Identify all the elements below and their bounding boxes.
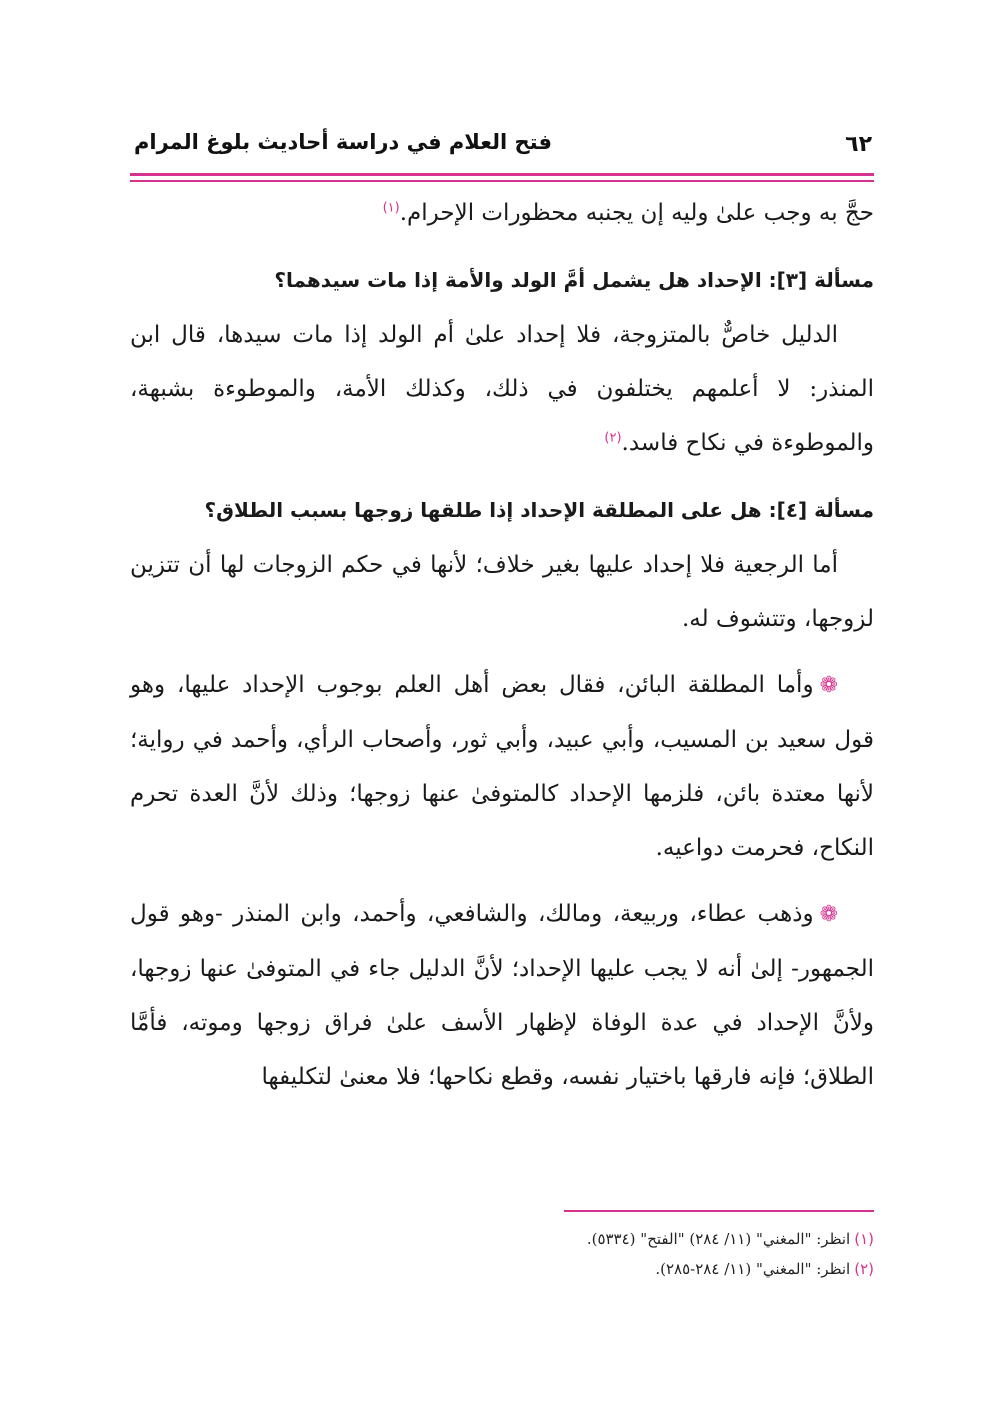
- footnote-text: انظر: "المغني" (١١/ ٢٨٤-٢٨٥).: [655, 1260, 851, 1278]
- issue-4-text-2: وأما المطلقة البائن، فقال بعض أهل العلم بوجوب الإحداد عليها، وهو قول سعيد بن المسيب، وأبي عبيد، وأبي ثور، وأصحاب الرأي، وأحمد في رواية؛ لأنها معتدة بائن، فلزمها الإحداد كالمتوفىٰ عنها زوجها؛ وذلك لأنَّ العدة تحرم النكاح، فحرمت دواعيه.: [130, 672, 874, 861]
- footnote-1: [130, 1224, 874, 1254]
- flower-ornament-icon: ❁: [819, 902, 838, 927]
- issue-4-text-3: وذهب عطاء، وربيعة، ومالك، والشافعي، وأحمد، وابن المنذر -وهو قول الجمهور- إلىٰ أنه لا يجب عليها الإحداد؛ لأنَّ الدليل جاء في المتوفىٰ عنها زوجها، ولأنَّ الإحداد في عدة الوفاة لإظهار الأسف علىٰ فراق زوجها وموته، فأمَّا الطلاق؛ فإنه فارقها باختيار نفسه، وقطع نكاحها؛ فلا معنىٰ لتكليفها: [130, 901, 874, 1090]
- flower-ornament-icon: ❁: [819, 673, 838, 698]
- header-rule-thin: [130, 180, 874, 182]
- footnote-number: (١): [854, 1230, 874, 1248]
- intro-paragraph: [130, 186, 874, 240]
- header-rule-thick: [130, 173, 874, 176]
- issue-3-text: الدليل خاصٌّ بالمتزوجة، فلا إحداد علىٰ أم الولد إذا مات سيدها، قال ابن المنذر: لا أعلمهم يختلفون في ذلك، وكذلك الأمة، والموطوءة بشبهة، والموطوءة في نكاح فاسد.: [130, 322, 874, 456]
- footnote-ref-2[interactable]: (٢): [604, 430, 622, 446]
- issue-4-paragraph-1: [130, 538, 874, 646]
- footnote-2: [130, 1254, 874, 1284]
- footnote-number: (٢): [854, 1260, 874, 1278]
- footnote-separator: [564, 1210, 874, 1212]
- page-header: [130, 128, 874, 164]
- page-number: ٦٢: [845, 132, 872, 157]
- issue-4-heading: مسألة [٤]: هل على المطلقة الإحداد إذا طلقها زوجها بسبب الطلاق؟: [204, 498, 874, 522]
- footnote-ref-1[interactable]: (١): [382, 200, 400, 216]
- book-title: فتح العلام في دراسة أحاديث بلوغ المرام: [134, 130, 552, 154]
- footnote-text: انظر: "المغني" (١١/ ٢٨٤) "الفتح" (٥٣٣٤).: [586, 1230, 851, 1248]
- issue-4-paragraph-3: [130, 887, 874, 1104]
- issue-4-paragraph-2: [130, 658, 874, 875]
- issue-4-text-1: أما الرجعية فلا إحداد عليها بغير خلاف؛ لأنها في حكم الزوجات لها أن تتزين لزوجها، وتتشوف له.: [130, 552, 874, 632]
- issue-3-heading: مسألة [٣]: الإحداد هل يشمل أمَّ الولد والأمة إذا مات سيدهما؟: [274, 268, 874, 292]
- intro-text: حجَّ به وجب علىٰ وليه إن يجنبه محظورات الإحرام.: [399, 200, 874, 226]
- page-content: [130, 186, 874, 1104]
- issue-3-paragraph: [130, 308, 874, 470]
- footnotes: [130, 1224, 874, 1284]
